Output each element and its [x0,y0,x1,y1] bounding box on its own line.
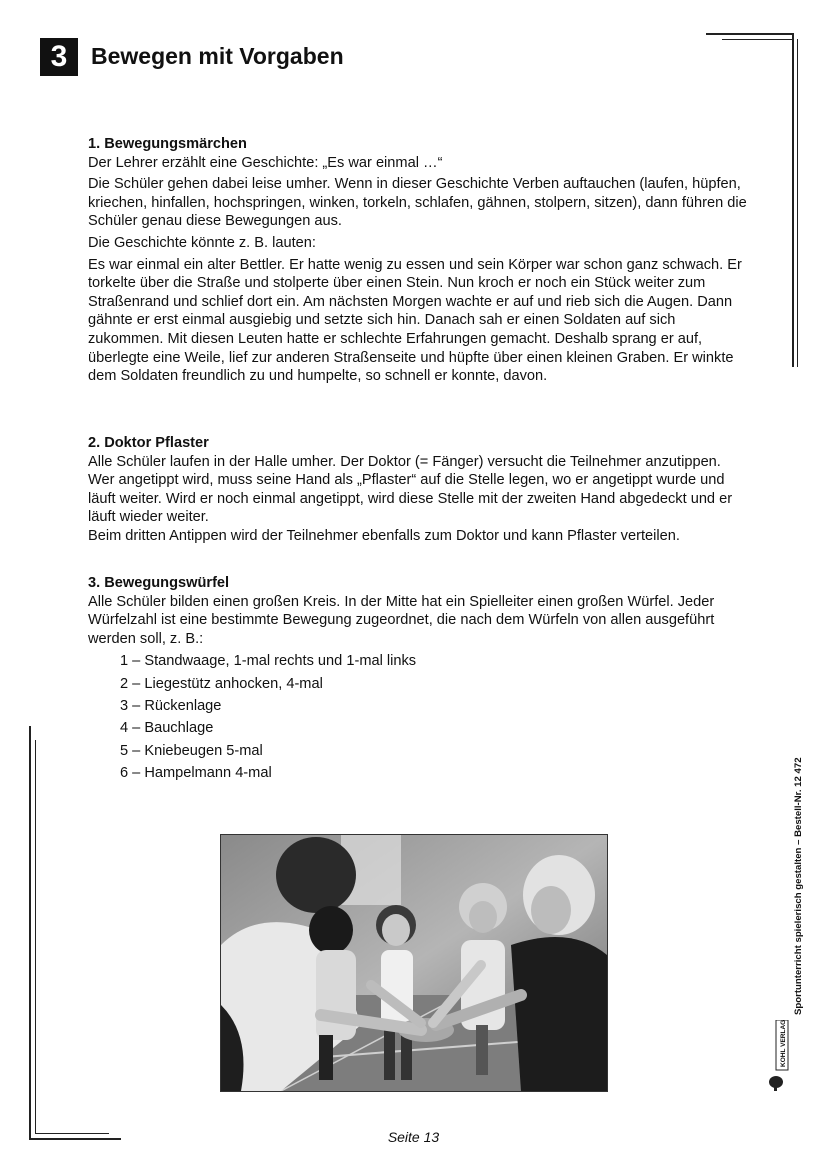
frame-line-right-vertical [792,33,794,367]
section-body: Alle Schüler bilden einen großen Kreis. In der Mitte hat ein Spielleiter einen großen Würfel. Jeder Würfelzahl ist eine bestimmte Bewegung zugeordnet, die nach dem Würfeln von allen ausgeführt werden soll, z. B.: [88,593,715,647]
frame-line-top-right-inner [722,39,794,40]
story-lead: Die Geschichte könnte z. B. lauten: [88,234,316,251]
dice-movement-list [120,650,748,784]
list-item: 5 – Kniebeugen 5-mal [120,742,263,759]
section-heading: 1. Bewegungsmärchen [88,136,247,152]
list-item: 2 – Liegestütz anhocken, 4-mal [120,675,323,692]
page-title: Bewegen mit Vorgaben [91,43,344,69]
section-bewegungswuerfel [88,574,748,784]
frame-line-left-vertical-inner [35,740,36,1134]
frame-line-left-vertical [29,726,31,1140]
chapter-number-badge: 3 [40,38,78,76]
list-item: 4 – Bauchlage [120,720,214,737]
list-item: 3 – Rückenlage [120,697,222,714]
section-description: Die Schüler gehen dabei leise umher. Wenn in dieser Geschichte Verben auftauchen (laufen, hüpfen, kriechen, hinfallen, hochspringen, winken, torkeln, schlafen, gähnen, stolpern, sitzen), dann führen die Schüler genau diese Bewegungen aus. [88,176,747,230]
frame-line-right-vertical-inner [797,39,798,367]
section-bewegungsmaerchen [88,135,748,386]
section-doktor-pflaster [88,434,748,546]
section-body: Alle Schüler laufen in der Halle umher. Der Doktor (= Fänger) versucht die Teilnehmer anzutippen. Wer angetippt wird, muss seine Hand als „Pflaster“ auf die Stelle legen, wo er angetippt wurde und läuft weiter. Wird er noch einmal angetippt, wird diese Stelle mit der zweiten Hand abgedeckt und er läuft wieder weiter. [88,453,733,526]
section-heading: 3. Bewegungswürfel [88,575,230,591]
section-body-continued: Beim dritten Antippen wird der Teilnehmer ebenfalls zum Doktor und kann Pflaster verteilen. [88,527,680,544]
publisher-logo [768,1020,790,1092]
page-number: Seite 13 [387,1129,440,1145]
story-text: Es war einmal ein alter Bettler. Er hatte wenig zu essen und sein Körper war schon ganz schwach. Er torkelte über die Straße und stolperte über einen Stein. Nun kroch er noch ein Stück weiter zum Straßenrand und schlief dort ein. Am nächsten Morgen wachte er auf und rieb sich die Augen. Dann gähnte er erst einmal ausgiebig und setzte sich hin. Danach sah er einen Soldaten auf sich zukommen. Mit diesen Leuten hatte er schlechte Erfahrungen gemacht. Deshalb sprang er auf, überlegte eine Weile, lief zur anderen Straßenseite und hüpfte über einen kleinen Graben. Er winkte dem Soldaten freundlich zu und humpelte, so schnell er konnte, davon. [88,256,742,385]
photo-illustration [221,835,607,1091]
section-heading: 2. Doktor Pflaster [88,435,209,451]
section-intro: Der Lehrer erzählt eine Geschichte: „Es war einmal …“ [88,154,443,171]
list-item: 6 – Hampelmann 4-mal [120,764,272,781]
group-hands-photo [220,834,608,1092]
frame-line-top-right [706,33,794,35]
publisher-logo-text: KOHL VERLAG [780,1020,787,1067]
list-item: 1 – Standwaage, 1-mal rechts und 1-mal links [120,653,417,670]
sidebar-order-info: Sportunterricht spielerisch gestalten – Bestell-Nr. 12 472 [793,757,804,1015]
